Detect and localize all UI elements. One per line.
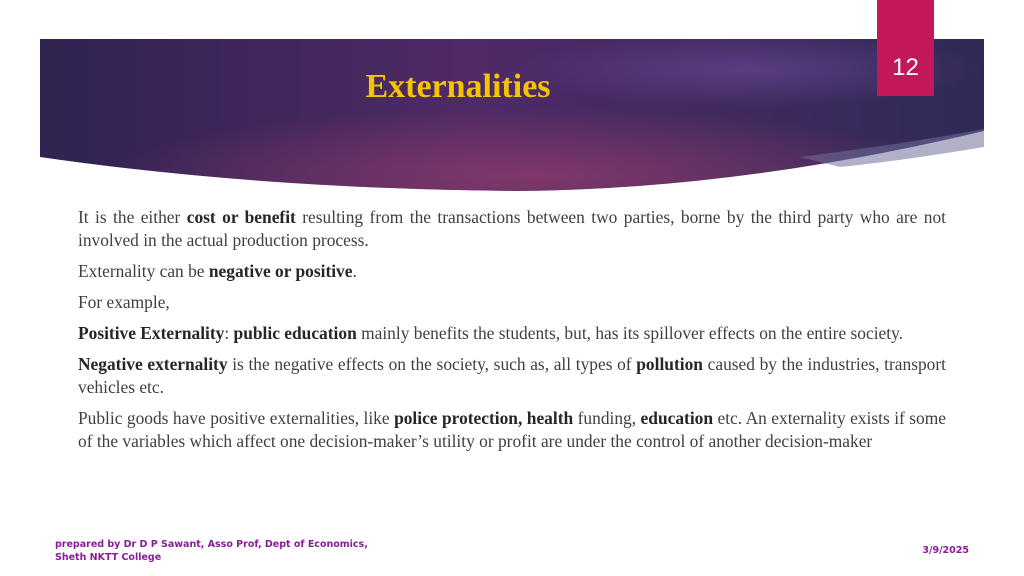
bold-term: cost or benefit: [186, 207, 296, 227]
footer-author-line: Sheth NKTT College: [55, 552, 162, 563]
paragraph-positive-externality: [78, 322, 946, 345]
bold-term: Negative externality: [78, 354, 228, 374]
paragraph-example: [78, 291, 946, 314]
bold-term: Positive Externality: [78, 323, 225, 343]
bold-term: pollution: [636, 354, 703, 374]
text-run: etc. An externality exists if some of the variables which affect one decision-maker’s utility or profit are under the control of another decision-maker: [78, 408, 946, 451]
text-run: For example,: [78, 292, 170, 312]
text-run: It is the either: [78, 207, 187, 227]
text-run: funding,: [573, 408, 641, 428]
title-banner: [40, 39, 984, 191]
text-run: Externality can be: [78, 261, 209, 281]
paragraph-negative-externality: [78, 353, 946, 399]
text-run: mainly benefits the students, but, has its spillover effects on the entire society.: [356, 323, 903, 343]
bold-term: negative or positive: [208, 261, 353, 281]
text-run: Public goods have positive externalities, like: [78, 408, 395, 428]
slide-number: 12: [892, 54, 919, 81]
text-run: is the negative effects on the society, such as, all types of: [227, 354, 637, 374]
bold-term: education: [640, 408, 714, 428]
page-title: Externalities: [365, 68, 551, 105]
text-run: :: [224, 323, 234, 343]
paragraph-definition: [78, 206, 946, 252]
footer-date: 3/9/2025: [922, 545, 969, 556]
bold-term: public education: [233, 323, 357, 343]
paragraph-types: [78, 260, 946, 283]
footer-author: [55, 538, 395, 564]
bold-term: police protection, health: [394, 408, 574, 428]
paragraph-public-goods: [78, 407, 946, 453]
text-run: resulting from the transactions between two parties, borne by the third party who are not involved in the actual production process.: [78, 207, 946, 250]
banner-graphic: [40, 39, 984, 191]
footer-author-line: prepared by Dr D P Sawant, Asso Prof, Dept of Economics,: [55, 539, 368, 550]
text-run: .: [352, 261, 357, 281]
slide-number-tab: [877, 0, 934, 96]
text-run: caused by the industries, transport vehicles etc.: [78, 354, 947, 397]
slide-body: [78, 206, 946, 461]
